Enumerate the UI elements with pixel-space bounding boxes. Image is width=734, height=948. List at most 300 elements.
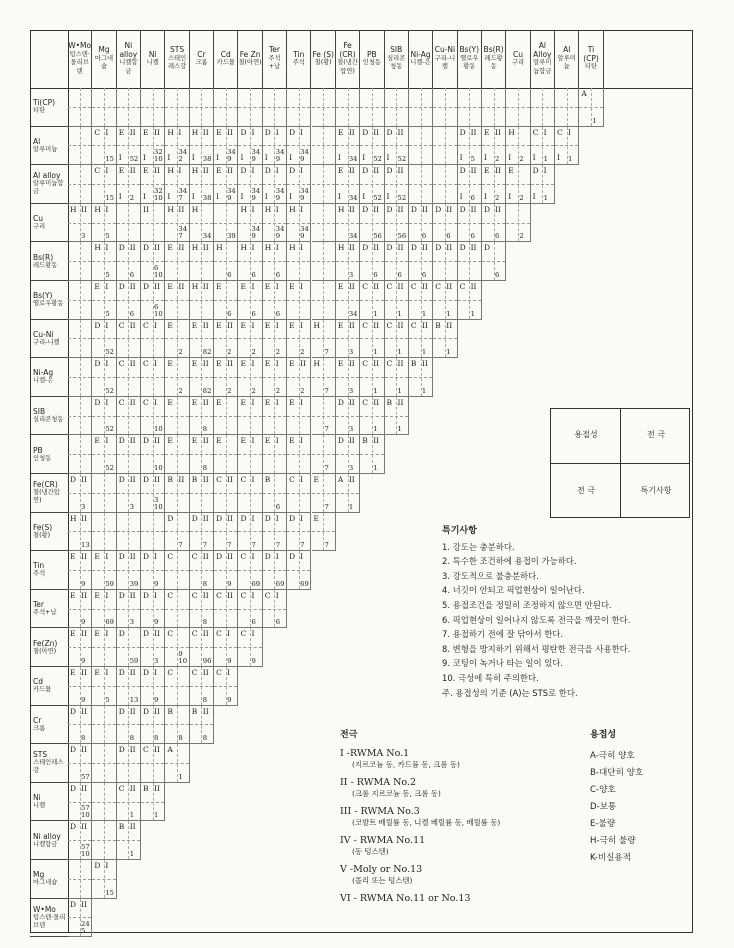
cell-value: E [337, 359, 344, 369]
cell-value: D [94, 320, 101, 330]
matrix-cell [360, 204, 384, 243]
column-header-name: PB [367, 49, 377, 59]
cell-value: 52 [105, 348, 114, 357]
cell-value: D [386, 166, 393, 176]
cell-value: C [532, 127, 539, 137]
cell-value: I [216, 191, 220, 201]
column-header-name: Al Alloy [533, 41, 552, 59]
matrix-cell [214, 513, 238, 552]
column-header [409, 30, 433, 88]
row-header [30, 706, 68, 745]
cell-value: II [129, 590, 136, 600]
column-header [117, 30, 141, 88]
cell-value: 7 [324, 348, 329, 357]
cell-value: II [129, 668, 136, 677]
row-header-name: Ter [33, 600, 45, 610]
cell-divider-v [201, 88, 202, 126]
cell-value: I [275, 590, 279, 600]
matrix-cell [68, 204, 92, 243]
cell-value: II [470, 282, 477, 291]
column-header-name: Tin [293, 49, 305, 59]
matrix-cell [238, 551, 262, 590]
column-header [579, 30, 603, 88]
cell-value: II [348, 475, 355, 484]
column-header [360, 30, 384, 88]
cell-value: H [289, 243, 296, 253]
cell-value: C [167, 590, 174, 600]
electrode-code: III - RWMA No.3 [340, 806, 420, 817]
column-header-name: Ni-Ag [410, 49, 431, 59]
note-item: 6. 픽업현상이 일어나지 않도록 전극을 깨끗이 한다. [442, 614, 631, 625]
matrix-cell [190, 667, 214, 706]
cell-divider-v [567, 88, 568, 126]
cell-value: 1 [592, 116, 597, 125]
matrix-cell [312, 397, 336, 436]
cell-value: 13 [129, 695, 139, 704]
matrix-cell [117, 667, 141, 706]
cell-value: II [470, 204, 477, 214]
cell-value: II [348, 397, 355, 407]
cell-value: I [251, 552, 255, 562]
cell-value: E [70, 668, 76, 677]
weldability-item: E-불량 [590, 819, 616, 829]
cell-value: II [397, 243, 404, 253]
cell-value: II [81, 706, 87, 716]
cell-value: II [143, 204, 149, 214]
cell-value: II [446, 282, 453, 291]
cell-value: II [397, 320, 404, 330]
cell-value: II [154, 282, 160, 291]
cell-value: 24 5 [81, 920, 90, 936]
column-header [92, 30, 116, 88]
cell-value: B [167, 706, 173, 716]
cell-value: 56 [397, 232, 407, 241]
cell-value: 3 [348, 270, 354, 279]
cell-value: I [105, 397, 109, 407]
column-header-name: Cr [197, 49, 206, 59]
cell-value: I [167, 153, 171, 163]
cell-divider-v [323, 127, 324, 165]
matrix-cell [165, 513, 189, 552]
cell-value: II [129, 166, 136, 176]
cell-value: 8 [202, 695, 208, 704]
cell-value: I [154, 590, 158, 600]
row-header [30, 551, 68, 590]
cell-value: 2 [251, 386, 256, 395]
cell-value: C [289, 475, 295, 484]
column-header [458, 30, 482, 88]
cell-value: C [143, 745, 149, 755]
column-header-korean: 알루미늄합금 [533, 59, 552, 75]
cell-value: 9 10 [178, 649, 188, 665]
cell-value: I [251, 359, 255, 369]
matrix-cell [165, 358, 189, 397]
cell-value: I [154, 320, 158, 330]
column-header [336, 30, 360, 88]
legend-top-left: 용접성 [574, 430, 598, 439]
cell-value: II [397, 127, 404, 137]
cell-value: I [300, 204, 304, 214]
cell-value: 2 [227, 386, 232, 395]
weldability-chart-page [30, 30, 695, 935]
cell-value: H [167, 204, 174, 214]
cell-value: H [94, 204, 101, 214]
electrode-desc: (동 텅스텐) [352, 847, 389, 856]
note-item: 7. 용접하기 전에 잘 닦아서 한다. [442, 629, 564, 640]
matrix-cell [141, 783, 165, 822]
cell-value: I [275, 204, 279, 214]
cell-value: I [300, 320, 304, 330]
matrix-cell [214, 204, 238, 243]
matrix-cell [141, 397, 165, 436]
matrix-cell [68, 435, 92, 474]
matrix-cell [214, 88, 238, 127]
cell-value: 6 [470, 232, 475, 241]
cell-value: H [508, 127, 515, 137]
matrix-cell [117, 435, 141, 474]
cell-value: D [70, 745, 77, 755]
column-header [263, 30, 287, 88]
cell-value: 3 [81, 232, 86, 241]
cell-value: 1 [446, 348, 451, 357]
cell-divider-v [323, 242, 324, 280]
cell-value: E [216, 282, 222, 291]
cell-value: H [216, 243, 223, 253]
matrix-cell [141, 667, 165, 706]
cell-value: 8 [202, 463, 208, 472]
matrix-cell [287, 358, 311, 397]
cell-divider-v [80, 860, 81, 898]
cell-value: D [94, 359, 101, 369]
row-header [30, 320, 68, 359]
cell-value: 9 [251, 656, 256, 665]
matrix-cell [68, 628, 92, 667]
row-header-name: PB [33, 445, 43, 455]
matrix-cell [214, 397, 238, 436]
matrix-cell [385, 397, 409, 436]
row-header-name: Ni alloy [33, 831, 61, 841]
cell-value: E [337, 320, 344, 330]
matrix-cell [312, 281, 336, 320]
cell-value: 6 [421, 232, 427, 241]
matrix-cell [409, 127, 433, 166]
row-header-name: Al [33, 136, 41, 146]
matrix-cell [263, 127, 287, 166]
cell-value: 2 [251, 348, 256, 357]
matrix-cell [336, 204, 360, 243]
cell-value: D [70, 822, 77, 832]
cell-divider-v [542, 88, 543, 126]
cell-value: 9 [227, 579, 232, 588]
cell-value: 6 [251, 618, 256, 627]
cell-value: 15 [105, 155, 114, 164]
cell-value: II [421, 359, 428, 369]
column-header [190, 30, 214, 88]
cell-value: 69 [251, 579, 261, 588]
electrode-desc: (몰리 또는 텅스텐) [352, 876, 413, 885]
matrix-cell [287, 204, 311, 243]
cell-value: C [362, 397, 368, 407]
cell-divider-v [104, 821, 105, 859]
legend-top-right: 전 극 [647, 430, 665, 439]
matrix-cell [506, 88, 530, 127]
cell-value: II [129, 359, 136, 369]
electrode-desc: (코발트 베릴륨 동, 니켈 베릴륨 동, 베릴륨 동) [352, 818, 501, 827]
row-header [30, 435, 68, 474]
cell-divider-v [104, 783, 105, 821]
matrix-cell [312, 127, 336, 166]
cell-divider-v [177, 397, 178, 435]
cell-value: II [494, 166, 501, 176]
cell-value: E [337, 282, 344, 291]
cell-value: II [129, 127, 136, 137]
cell-value: E [289, 320, 295, 330]
cell-value: 3 10 [154, 495, 163, 511]
matrix-cell [68, 513, 92, 552]
column-header [214, 30, 238, 88]
matrix-cell [68, 899, 92, 938]
matrix-cell [92, 204, 116, 243]
cell-value: 38 [202, 193, 212, 202]
cell-value: D [410, 204, 417, 214]
matrix-cell [263, 281, 287, 320]
cell-value: II [154, 783, 160, 793]
row-header-korean: 크롬 [33, 724, 46, 732]
cell-value: 1 [348, 502, 354, 511]
cell-value: 34 2 [178, 148, 188, 164]
row-header-korean: 니켈 [33, 802, 46, 810]
matrix-cell [68, 397, 92, 436]
matrix-cell [336, 474, 360, 513]
cell-divider-v [299, 88, 300, 126]
cell-value: I [154, 552, 158, 562]
cell-value: I [105, 629, 109, 639]
cell-value: 7 [300, 541, 305, 550]
column-header-name: Bs(Y) [459, 45, 480, 55]
matrix-cell [68, 88, 92, 127]
matrix-cell [336, 127, 360, 166]
cell-value: I [154, 397, 158, 407]
cell-value: 9 [154, 579, 159, 588]
row-header [30, 165, 68, 204]
matrix-cell [238, 88, 262, 127]
cell-value: II [202, 436, 209, 446]
note-item: 주. 용접성의 기준 (A)는 STS로 한다. [442, 687, 578, 698]
cell-value: 7 [324, 386, 329, 395]
cell-value: 34 [202, 232, 212, 241]
matrix-cell [141, 358, 165, 397]
matrix-cell [336, 397, 360, 436]
cell-divider-v [80, 165, 81, 203]
cell-value: E [483, 127, 490, 137]
cell-value: C [143, 320, 149, 330]
matrix-cell [165, 320, 189, 359]
cell-value: II [202, 166, 209, 176]
cell-value: II [129, 745, 136, 755]
cell-value: C [435, 282, 441, 291]
cell-value: E [216, 397, 222, 407]
cell-value: 3 [154, 656, 159, 665]
column-header-name: Ni [148, 49, 157, 59]
weldability-item: C-양호 [590, 785, 616, 795]
row-header [30, 783, 68, 822]
column-header-name: Mg [98, 45, 110, 55]
weldability-item: A-극히 양호 [590, 751, 635, 761]
matrix-cell [190, 513, 214, 552]
row-header-name: Tin [33, 561, 45, 571]
cell-value: 8 [81, 734, 86, 743]
matrix-cell [117, 127, 141, 166]
cell-value: 6 [251, 309, 256, 318]
matrix-cell [117, 551, 141, 590]
cell-value: C [216, 668, 222, 677]
cell-value: II [373, 204, 380, 214]
cell-value: D [289, 166, 296, 176]
cell-value: I [227, 629, 231, 639]
cell-value: E [94, 282, 100, 291]
cell-value: 1 [373, 463, 378, 472]
matrix-cell [92, 242, 116, 281]
cell-value: H [191, 127, 199, 137]
cell-value: II [348, 282, 355, 291]
cell-value: E [94, 552, 100, 562]
cell-value: II [227, 127, 234, 137]
matrix-cell [238, 590, 262, 629]
cell-divider-v [80, 127, 81, 165]
cell-value: 34 [348, 309, 358, 318]
cell-value: I [289, 191, 293, 201]
matrix-cell [263, 242, 287, 281]
cell-value: 1 [373, 309, 378, 318]
cell-value: D [362, 243, 369, 253]
matrix-cell [287, 165, 311, 204]
cell-value: 1 [129, 811, 135, 820]
cell-value: 52 [105, 386, 114, 395]
cell-value: I [251, 166, 255, 176]
matrix-cell [92, 358, 116, 397]
row-header-korean: 철(냉간압연) [33, 489, 60, 505]
cell-value: 59 [129, 656, 139, 665]
matrix-cell [482, 88, 506, 127]
column-header-name: W•Mo [68, 41, 92, 50]
column-header [238, 30, 262, 88]
cell-value: 82 [202, 348, 212, 357]
matrix-cell [68, 590, 92, 629]
weldability-list [590, 748, 690, 867]
cell-value: II [202, 629, 209, 639]
matrix-cell [238, 204, 262, 243]
cell-value: 3 [348, 386, 354, 395]
matrix-cell [458, 204, 482, 243]
cell-value: 8 [202, 734, 208, 743]
cell-value: II [397, 166, 404, 176]
cell-value: II [202, 668, 209, 677]
column-header-korean: 티탄 [584, 63, 598, 71]
cell-value: 6 [373, 270, 378, 279]
cell-value: 13 [81, 541, 90, 550]
cell-value: II [470, 166, 477, 176]
cell-value: I [105, 552, 109, 562]
note-item: 2. 특수한 조건하에 용접이 가능하다. [442, 556, 577, 567]
note-item: 4. 너깃이 안되고 픽업현상이 일어난다. [442, 585, 585, 596]
cell-value: 34 9 [251, 148, 261, 164]
cell-value: I [300, 282, 304, 291]
row-header-korean: 철(황) [33, 531, 51, 539]
cell-value: C [386, 282, 393, 291]
matrix-cell [190, 358, 214, 397]
cell-value: II [81, 745, 87, 755]
row-header-name: W•Mo [33, 904, 56, 914]
matrix-cell [141, 435, 165, 474]
matrix-cell [214, 667, 238, 706]
matrix-cell [287, 397, 311, 436]
column-header-korean: 텅스텐·몰리브덴 [69, 50, 90, 75]
cell-value: C [459, 282, 466, 291]
cell-value: D [459, 166, 466, 176]
cell-value: 15 [105, 193, 114, 202]
cell-value: II [227, 359, 234, 369]
cell-value: 5 [105, 309, 110, 318]
cell-value: 9 [81, 618, 86, 627]
matrix-cell [92, 474, 116, 513]
matrix-cell [190, 706, 214, 745]
matrix-cell [312, 242, 336, 281]
cell-value: I [543, 127, 547, 137]
cell-value: 34 7 [178, 186, 188, 202]
cell-value: 2 [519, 193, 524, 202]
cell-divider-v [396, 88, 397, 126]
cell-value: E [240, 320, 246, 330]
matrix-cell [214, 165, 238, 204]
cell-value: E [264, 282, 271, 291]
matrix-cell [117, 628, 141, 667]
cell-value: 69 [300, 579, 309, 588]
cell-value: 5 [105, 270, 110, 279]
cell-value: 2 [519, 155, 524, 164]
cell-value: E [118, 166, 125, 176]
matrix-cell [68, 242, 92, 281]
cell-value: I [143, 191, 147, 201]
cell-value: E [216, 320, 222, 330]
column-header-name: Ti (CP) [583, 45, 599, 63]
cell-value: 34 [348, 232, 358, 241]
cell-value: II [81, 475, 87, 484]
row-header-korean: 철(아연) [33, 647, 57, 655]
cell-value: I [251, 629, 255, 639]
cell-value: H [70, 513, 77, 523]
cell-value: II [373, 166, 380, 176]
row-header [30, 590, 68, 629]
matrix-cell [458, 88, 482, 127]
matrix-cell [287, 513, 311, 552]
cell-value: 1 [543, 193, 548, 202]
cell-value: I [300, 552, 304, 562]
cell-value: D [118, 552, 125, 562]
cell-value: D [70, 899, 77, 909]
cell-value: D [118, 475, 125, 484]
cell-value: C [143, 359, 149, 369]
matrix-cell [409, 242, 433, 281]
cell-value: D [289, 513, 296, 523]
matrix-cell [165, 744, 189, 783]
cell-value: 1 [373, 348, 378, 357]
cell-value: II [300, 359, 307, 369]
matrix-cell [141, 88, 165, 127]
cell-divider-v [80, 242, 81, 280]
cell-value: E [289, 282, 295, 291]
matrix-cell [92, 88, 116, 127]
electrode-title: 전극 [340, 730, 358, 740]
